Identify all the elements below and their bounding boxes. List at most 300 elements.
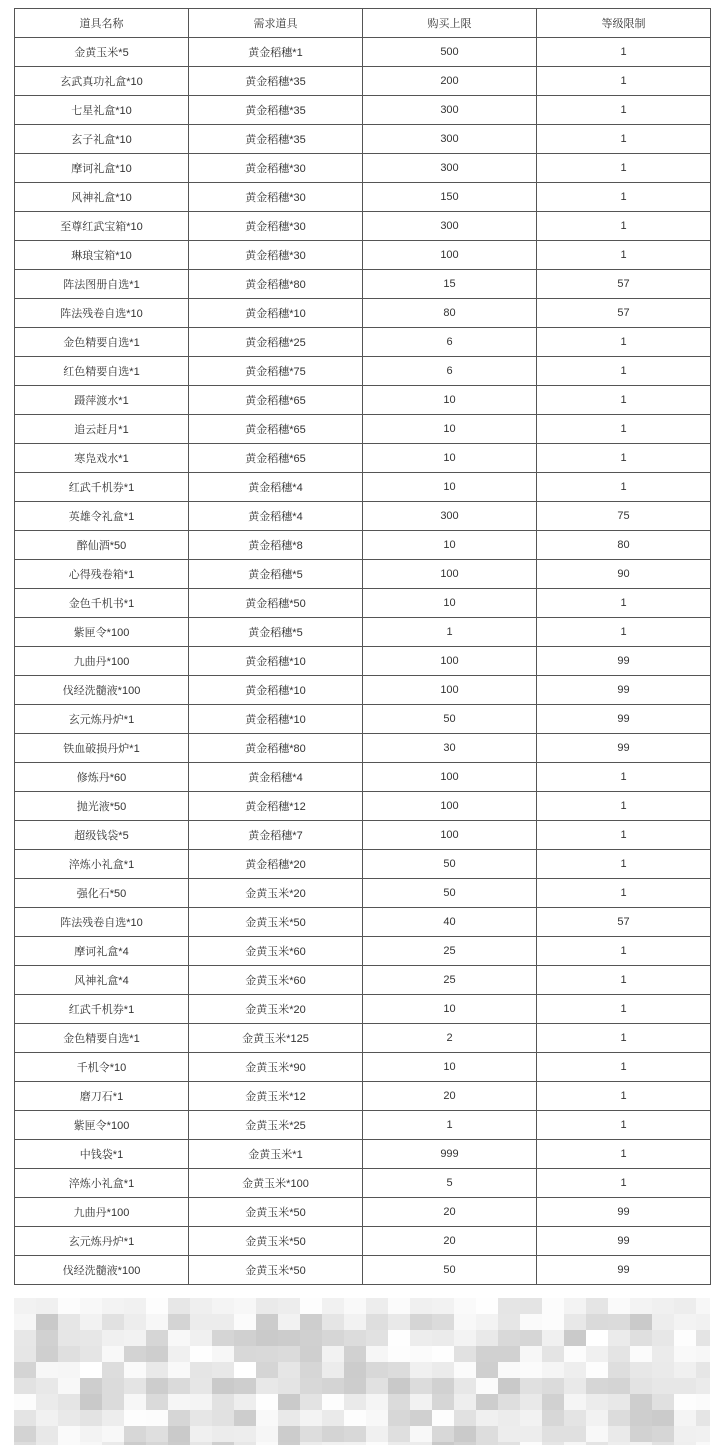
mosaic-tile — [190, 1394, 212, 1410]
mosaic-tile — [212, 1362, 234, 1378]
level-limit-cell: 1 — [537, 821, 711, 850]
mosaic-tile — [410, 1298, 432, 1314]
mosaic-tile — [608, 1410, 630, 1426]
purchase-limit-cell: 100 — [363, 647, 537, 676]
mosaic-tile — [498, 1330, 520, 1346]
table-row — [15, 270, 711, 299]
item-name-cell: 淬炼小礼盒*1 — [15, 850, 189, 879]
purchase-limit-cell: 500 — [363, 38, 537, 67]
mosaic-tile — [652, 1426, 674, 1442]
table-row — [15, 618, 711, 647]
mosaic-tile — [674, 1330, 696, 1346]
table-row — [15, 531, 711, 560]
mosaic-tile — [36, 1378, 58, 1394]
mosaic-tile — [410, 1362, 432, 1378]
mosaic-tile — [234, 1362, 256, 1378]
level-limit-cell: 1 — [537, 937, 711, 966]
mosaic-tile — [278, 1314, 300, 1330]
mosaic-tile — [476, 1346, 498, 1362]
mosaic-tile — [278, 1426, 300, 1442]
header-level-limit: 等级限制 — [537, 9, 711, 38]
item-name-cell: 伐经洗髓液*100 — [15, 676, 189, 705]
mosaic-tile — [168, 1394, 190, 1410]
mosaic-tile — [674, 1378, 696, 1394]
item-name-cell: 强化石*50 — [15, 879, 189, 908]
mosaic-tile — [366, 1346, 388, 1362]
mosaic-tile — [432, 1298, 454, 1314]
mosaic-tile — [608, 1426, 630, 1442]
mosaic-tile — [234, 1314, 256, 1330]
mosaic-tile — [366, 1314, 388, 1330]
mosaic-tile — [234, 1410, 256, 1426]
mosaic-tile — [454, 1362, 476, 1378]
purchase-limit-cell: 100 — [363, 560, 537, 589]
mosaic-tile — [256, 1298, 278, 1314]
mosaic-tile — [168, 1346, 190, 1362]
mosaic-tile — [586, 1330, 608, 1346]
mosaic-tile — [344, 1410, 366, 1426]
table-row — [15, 212, 711, 241]
purchase-limit-cell: 10 — [363, 589, 537, 618]
purchase-limit-cell: 150 — [363, 183, 537, 212]
mosaic-tile — [476, 1298, 498, 1314]
mosaic-tile — [542, 1346, 564, 1362]
mosaic-tile — [234, 1394, 256, 1410]
mosaic-tile — [124, 1314, 146, 1330]
mosaic-tile — [520, 1362, 542, 1378]
mosaic-tile — [14, 1426, 36, 1442]
mosaic-tile — [476, 1378, 498, 1394]
mosaic-tile — [58, 1394, 80, 1410]
required-item-cell: 金黄玉米*100 — [189, 1169, 363, 1198]
mosaic-tile — [608, 1298, 630, 1314]
mosaic-tile — [564, 1346, 586, 1362]
table-row — [15, 647, 711, 676]
item-name-cell: 千机令*10 — [15, 1053, 189, 1082]
mosaic-tile — [300, 1410, 322, 1426]
required-item-cell: 黄金稻穗*4 — [189, 502, 363, 531]
level-limit-cell: 1 — [537, 1024, 711, 1053]
item-name-cell: 九曲丹*100 — [15, 1198, 189, 1227]
mosaic-tile — [520, 1346, 542, 1362]
table-row — [15, 1227, 711, 1256]
mosaic-tile — [432, 1314, 454, 1330]
table-row — [15, 589, 711, 618]
mosaic-tile — [366, 1362, 388, 1378]
mosaic-tile — [124, 1426, 146, 1442]
mosaic-tile — [586, 1394, 608, 1410]
mosaic-tile — [652, 1362, 674, 1378]
header-item-name: 道具名称 — [15, 9, 189, 38]
mosaic-tile — [608, 1314, 630, 1330]
required-item-cell: 黄金稻穗*65 — [189, 415, 363, 444]
mosaic-tile — [190, 1330, 212, 1346]
mosaic-tile — [542, 1426, 564, 1442]
mosaic-tile — [168, 1314, 190, 1330]
level-limit-cell: 1 — [537, 966, 711, 995]
level-limit-cell: 1 — [537, 1111, 711, 1140]
mosaic-tile — [58, 1362, 80, 1378]
mosaic-tile — [564, 1298, 586, 1314]
mosaic-tile — [14, 1378, 36, 1394]
level-limit-cell: 1 — [537, 1169, 711, 1198]
table-row — [15, 792, 711, 821]
purchase-limit-cell: 20 — [363, 1227, 537, 1256]
item-name-cell: 醉仙酒*50 — [15, 531, 189, 560]
table-row — [15, 96, 711, 125]
table-row — [15, 879, 711, 908]
required-item-cell: 黄金稻穗*35 — [189, 125, 363, 154]
mosaic-tile — [190, 1298, 212, 1314]
mosaic-tile — [58, 1346, 80, 1362]
mosaic-tile — [388, 1410, 410, 1426]
mosaic-tile — [344, 1394, 366, 1410]
mosaic-tile — [322, 1346, 344, 1362]
mosaic-tile — [36, 1314, 58, 1330]
mosaic-tile — [80, 1426, 102, 1442]
item-name-cell: 紫匣令*100 — [15, 618, 189, 647]
mosaic-tile — [410, 1314, 432, 1330]
level-limit-cell: 1 — [537, 183, 711, 212]
level-limit-cell: 1 — [537, 357, 711, 386]
mosaic-tile — [278, 1394, 300, 1410]
required-item-cell: 黄金稻穗*8 — [189, 531, 363, 560]
mosaic-tile — [58, 1426, 80, 1442]
level-limit-cell: 1 — [537, 1053, 711, 1082]
mosaic-tile — [652, 1314, 674, 1330]
required-item-cell: 金黄玉米*60 — [189, 966, 363, 995]
required-item-cell: 金黄玉米*50 — [189, 1198, 363, 1227]
mosaic-tile — [278, 1330, 300, 1346]
mosaic-tile — [454, 1378, 476, 1394]
table-row — [15, 1198, 711, 1227]
table-row — [15, 850, 711, 879]
mosaic-tile — [608, 1330, 630, 1346]
item-name-cell: 摩诃礼盒*10 — [15, 154, 189, 183]
level-limit-cell: 1 — [537, 444, 711, 473]
mosaic-tile — [322, 1378, 344, 1394]
table-row — [15, 1256, 711, 1285]
purchase-limit-cell: 1 — [363, 1111, 537, 1140]
mosaic-tile — [388, 1298, 410, 1314]
mosaic-tile — [212, 1394, 234, 1410]
mosaic-tile — [432, 1346, 454, 1362]
mosaic-tile — [300, 1314, 322, 1330]
mosaic-tile — [300, 1298, 322, 1314]
mosaic-tile — [212, 1330, 234, 1346]
required-item-cell: 金黄玉米*90 — [189, 1053, 363, 1082]
mosaic-tile — [300, 1426, 322, 1442]
mosaic-tile — [410, 1378, 432, 1394]
mosaic-tile — [652, 1298, 674, 1314]
mosaic-tile — [542, 1378, 564, 1394]
level-limit-cell: 57 — [537, 299, 711, 328]
mosaic-tile — [80, 1378, 102, 1394]
mosaic-tile — [146, 1298, 168, 1314]
table-header-row — [15, 9, 711, 38]
purchase-limit-cell: 300 — [363, 154, 537, 183]
purchase-limit-cell: 6 — [363, 357, 537, 386]
mosaic-tile — [564, 1330, 586, 1346]
level-limit-cell: 99 — [537, 705, 711, 734]
mosaic-tile — [300, 1394, 322, 1410]
mosaic-tile — [168, 1362, 190, 1378]
mosaic-tile — [454, 1314, 476, 1330]
mosaic-tile — [146, 1314, 168, 1330]
purchase-limit-cell: 20 — [363, 1082, 537, 1111]
mosaic-tile — [146, 1426, 168, 1442]
mosaic-tile — [80, 1298, 102, 1314]
required-item-cell: 黄金稻穗*1 — [189, 38, 363, 67]
mosaic-tile — [542, 1298, 564, 1314]
header-purchase-limit: 购买上限 — [363, 9, 537, 38]
mosaic-tile — [146, 1378, 168, 1394]
mosaic-tile — [630, 1426, 652, 1442]
mosaic-tile — [608, 1362, 630, 1378]
mosaic-tile — [102, 1298, 124, 1314]
mosaic-tile — [630, 1378, 652, 1394]
mosaic-tile — [190, 1346, 212, 1362]
required-item-cell: 黄金稻穗*4 — [189, 763, 363, 792]
required-item-cell: 黄金稻穗*10 — [189, 647, 363, 676]
mosaic-tile — [498, 1394, 520, 1410]
level-limit-cell: 1 — [537, 328, 711, 357]
required-item-cell: 金黄玉米*20 — [189, 995, 363, 1024]
mosaic-tile — [564, 1378, 586, 1394]
required-item-cell: 黄金稻穗*10 — [189, 705, 363, 734]
mosaic-tile — [542, 1362, 564, 1378]
mosaic-tile — [388, 1330, 410, 1346]
mosaic-tile — [58, 1330, 80, 1346]
table-row — [15, 415, 711, 444]
mosaic-tile — [278, 1378, 300, 1394]
mosaic-tile — [190, 1314, 212, 1330]
table-row — [15, 676, 711, 705]
required-item-cell: 金黄玉米*12 — [189, 1082, 363, 1111]
mosaic-tile — [80, 1362, 102, 1378]
mosaic-tile — [256, 1394, 278, 1410]
table-row — [15, 821, 711, 850]
mosaic-tile — [278, 1362, 300, 1378]
required-item-cell: 黄金稻穗*5 — [189, 618, 363, 647]
item-name-cell: 心得残卷箱*1 — [15, 560, 189, 589]
mosaic-tile — [124, 1378, 146, 1394]
mosaic-tile — [124, 1346, 146, 1362]
mosaic-tile — [212, 1426, 234, 1442]
mosaic-tile — [630, 1394, 652, 1410]
mosaic-tile — [36, 1426, 58, 1442]
mosaic-tile — [696, 1426, 710, 1442]
required-item-cell: 黄金稻穗*4 — [189, 473, 363, 502]
item-name-cell: 七星礼盒*10 — [15, 96, 189, 125]
mosaic-tile — [388, 1394, 410, 1410]
mosaic-tile — [168, 1410, 190, 1426]
purchase-limit-cell: 10 — [363, 386, 537, 415]
mosaic-tile — [36, 1410, 58, 1426]
mosaic-tile — [630, 1314, 652, 1330]
mosaic-tile — [146, 1410, 168, 1426]
mosaic-tile — [454, 1330, 476, 1346]
purchase-limit-cell: 300 — [363, 212, 537, 241]
mosaic-tile — [234, 1378, 256, 1394]
table-body — [15, 38, 711, 1285]
mosaic-tile — [124, 1298, 146, 1314]
mosaic-tile — [586, 1346, 608, 1362]
mosaic-tile — [322, 1362, 344, 1378]
mosaic-tile — [388, 1362, 410, 1378]
required-item-cell: 黄金稻穗*10 — [189, 299, 363, 328]
mosaic-tile — [168, 1298, 190, 1314]
mosaic-tile — [212, 1314, 234, 1330]
item-name-cell: 金黄玉米*5 — [15, 38, 189, 67]
required-item-cell: 金黄玉米*20 — [189, 879, 363, 908]
mosaic-tile — [212, 1410, 234, 1426]
item-name-cell: 风神礼盒*10 — [15, 183, 189, 212]
required-item-cell: 黄金稻穗*30 — [189, 241, 363, 270]
mosaic-tile — [366, 1298, 388, 1314]
mosaic-tile — [410, 1346, 432, 1362]
level-limit-cell: 1 — [537, 618, 711, 647]
mosaic-tile — [256, 1314, 278, 1330]
mosaic-tile — [300, 1378, 322, 1394]
mosaic-tile — [652, 1330, 674, 1346]
mosaic-tile — [432, 1410, 454, 1426]
mosaic-tile — [476, 1410, 498, 1426]
required-item-cell: 黄金稻穗*10 — [189, 676, 363, 705]
mosaic-tile — [80, 1330, 102, 1346]
table-row — [15, 995, 711, 1024]
mosaic-tile — [58, 1378, 80, 1394]
mosaic-tile — [454, 1426, 476, 1442]
table-row — [15, 966, 711, 995]
required-item-cell: 黄金稻穗*80 — [189, 734, 363, 763]
mosaic-tile — [586, 1410, 608, 1426]
mosaic-tile — [630, 1330, 652, 1346]
level-limit-cell: 99 — [537, 676, 711, 705]
mosaic-tile — [498, 1362, 520, 1378]
table-row — [15, 444, 711, 473]
mosaic-tile — [14, 1346, 36, 1362]
level-limit-cell: 1 — [537, 38, 711, 67]
item-name-cell: 伐经洗髓液*100 — [15, 1256, 189, 1285]
mosaic-tile — [190, 1410, 212, 1426]
mosaic-tile — [696, 1330, 710, 1346]
level-limit-cell: 1 — [537, 879, 711, 908]
item-name-cell: 修炼丹*60 — [15, 763, 189, 792]
mosaic-tile — [344, 1298, 366, 1314]
mosaic-tile — [190, 1362, 212, 1378]
mosaic-tile — [432, 1362, 454, 1378]
purchase-limit-cell: 300 — [363, 502, 537, 531]
mosaic-tile — [498, 1346, 520, 1362]
mosaic-tile — [498, 1378, 520, 1394]
item-name-cell: 阵法图册自选*1 — [15, 270, 189, 299]
item-name-cell: 玄子礼盒*10 — [15, 125, 189, 154]
mosaic-tile — [410, 1330, 432, 1346]
table-row — [15, 386, 711, 415]
mosaic-tile — [278, 1346, 300, 1362]
mosaic-tile — [322, 1314, 344, 1330]
mosaic-tile — [498, 1410, 520, 1426]
mosaic-tile — [102, 1394, 124, 1410]
mosaic-tile — [586, 1362, 608, 1378]
mosaic-tile — [14, 1314, 36, 1330]
required-item-cell: 黄金稻穗*25 — [189, 328, 363, 357]
mosaic-tile — [388, 1378, 410, 1394]
level-limit-cell: 1 — [537, 67, 711, 96]
required-item-cell: 金黄玉米*1 — [189, 1140, 363, 1169]
table-row — [15, 1053, 711, 1082]
purchase-limit-cell: 100 — [363, 792, 537, 821]
level-limit-cell: 1 — [537, 241, 711, 270]
mosaic-tile — [80, 1346, 102, 1362]
table-row — [15, 473, 711, 502]
purchase-limit-cell: 100 — [363, 241, 537, 270]
purchase-limit-cell: 25 — [363, 966, 537, 995]
item-exchange-table — [14, 8, 711, 1285]
level-limit-cell: 1 — [537, 415, 711, 444]
mosaic-tile — [234, 1298, 256, 1314]
mosaic-tile — [476, 1314, 498, 1330]
item-name-cell: 风神礼盒*4 — [15, 966, 189, 995]
mosaic-tile — [212, 1298, 234, 1314]
required-item-cell: 金黄玉米*60 — [189, 937, 363, 966]
item-name-cell: 玄元炼丹炉*1 — [15, 705, 189, 734]
item-name-cell: 金色精要自选*1 — [15, 1024, 189, 1053]
mosaic-tile — [102, 1346, 124, 1362]
required-item-cell: 黄金稻穗*50 — [189, 589, 363, 618]
mosaic-tile — [696, 1394, 710, 1410]
mosaic-tile — [344, 1346, 366, 1362]
mosaic-tile — [476, 1394, 498, 1410]
purchase-limit-cell: 6 — [363, 328, 537, 357]
mosaic-tile — [124, 1394, 146, 1410]
level-limit-cell: 1 — [537, 154, 711, 183]
mosaic-tile — [124, 1362, 146, 1378]
table-row — [15, 1111, 711, 1140]
mosaic-tile — [608, 1394, 630, 1410]
mosaic-tile — [102, 1314, 124, 1330]
item-name-cell: 蹑萍渡水*1 — [15, 386, 189, 415]
mosaic-tile — [454, 1394, 476, 1410]
required-item-cell: 黄金稻穗*5 — [189, 560, 363, 589]
table-row — [15, 38, 711, 67]
mosaic-tile — [674, 1410, 696, 1426]
table-row — [15, 1024, 711, 1053]
level-limit-cell: 99 — [537, 647, 711, 676]
mosaic-tile — [520, 1330, 542, 1346]
mosaic-tile — [168, 1378, 190, 1394]
purchase-limit-cell: 100 — [363, 821, 537, 850]
mosaic-tile — [344, 1378, 366, 1394]
mosaic-tile — [674, 1346, 696, 1362]
purchase-limit-cell: 999 — [363, 1140, 537, 1169]
mosaic-tile — [652, 1346, 674, 1362]
mosaic-tile — [696, 1362, 710, 1378]
mosaic-tile — [146, 1330, 168, 1346]
level-limit-cell: 80 — [537, 531, 711, 560]
item-name-cell: 红武千机券*1 — [15, 995, 189, 1024]
required-item-cell: 金黄玉米*50 — [189, 1256, 363, 1285]
mosaic-tile — [256, 1362, 278, 1378]
item-name-cell: 摩诃礼盒*4 — [15, 937, 189, 966]
level-limit-cell: 1 — [537, 589, 711, 618]
item-name-cell: 金色精要自选*1 — [15, 328, 189, 357]
level-limit-cell: 1 — [537, 792, 711, 821]
mosaic-tile — [454, 1346, 476, 1362]
mosaic-tile — [146, 1362, 168, 1378]
mosaic-tile — [168, 1426, 190, 1442]
